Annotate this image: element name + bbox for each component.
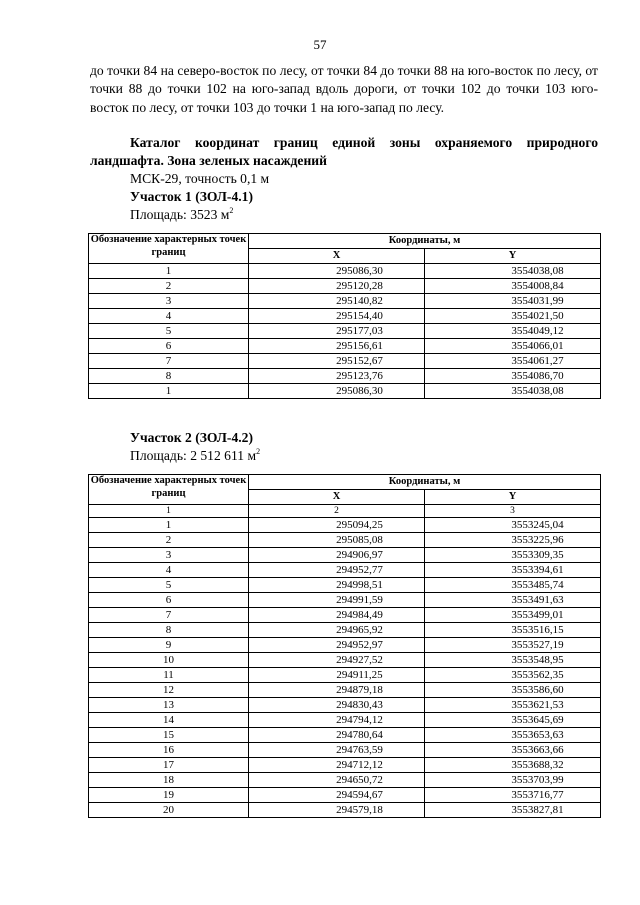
point-number-cell: 5 <box>89 578 249 593</box>
y-coordinate-cell: 3553716,77 <box>425 788 601 803</box>
x-coordinate-cell: 294579,18 <box>249 803 425 818</box>
y-coordinate-cell: 3554008,84 <box>425 279 601 294</box>
point-number-cell: 4 <box>89 309 249 324</box>
table-row <box>89 533 601 548</box>
y-coordinate-cell: 3553562,35 <box>425 668 601 683</box>
table-row <box>89 354 601 369</box>
plot2-title: Участок 2 (ЗОЛ-4.2) <box>130 430 253 445</box>
column-number: 1 <box>89 505 249 518</box>
point-number-cell: 10 <box>89 653 249 668</box>
table-row <box>89 758 601 773</box>
y-coordinate-cell: 3554038,08 <box>425 264 601 279</box>
table-row <box>89 548 601 563</box>
table-row <box>89 518 601 533</box>
plot2-coordinates-table <box>88 474 601 818</box>
column-number: 2 <box>249 505 425 518</box>
x-coordinate-cell: 294952,77 <box>249 563 425 578</box>
point-number-cell: 14 <box>89 713 249 728</box>
x-coordinate-cell: 295177,03 <box>249 324 425 339</box>
point-number-cell: 3 <box>89 294 249 309</box>
point-number-cell: 7 <box>89 608 249 623</box>
table-row <box>89 279 601 294</box>
x-coordinate-cell: 294927,52 <box>249 653 425 668</box>
table-row <box>89 623 601 638</box>
plot1-area <box>130 207 233 223</box>
table-row <box>89 309 601 324</box>
point-number-cell: 19 <box>89 788 249 803</box>
table-row <box>89 683 601 698</box>
x-coordinate-cell: 294984,49 <box>249 608 425 623</box>
table-row <box>89 578 601 593</box>
point-number-cell: 6 <box>89 593 249 608</box>
y-coordinate-cell: 3553225,96 <box>425 533 601 548</box>
x-coordinate-cell: 295120,28 <box>249 279 425 294</box>
x-coordinate-cell: 294998,51 <box>249 578 425 593</box>
x-coordinate-cell: 294965,92 <box>249 623 425 638</box>
point-number-cell: 8 <box>89 623 249 638</box>
table-row <box>89 369 601 384</box>
point-number-cell: 9 <box>89 638 249 653</box>
x-coordinate-cell: 294879,18 <box>249 683 425 698</box>
x-coordinate-cell: 295156,61 <box>249 339 425 354</box>
point-number-cell: 1 <box>89 264 249 279</box>
y-coordinate-cell: 3553548,95 <box>425 653 601 668</box>
y-coordinate-cell: 3553688,32 <box>425 758 601 773</box>
plot2-area-label: Площадь: 2 512 611 м <box>130 448 257 463</box>
y-coordinate-cell: 3553586,60 <box>425 683 601 698</box>
y-coordinate-cell: 3553703,99 <box>425 773 601 788</box>
point-number-cell: 3 <box>89 548 249 563</box>
point-designation-header: Обозначение характерных точек границ <box>89 234 249 264</box>
y-coordinate-cell: 3553653,63 <box>425 728 601 743</box>
plot1-coordinates-table <box>88 233 601 399</box>
point-designation-header: Обозначение характерных точек границ <box>89 475 249 505</box>
table-row <box>89 324 601 339</box>
point-number-cell: 1 <box>89 518 249 533</box>
y-coordinate-cell: 3554021,50 <box>425 309 601 324</box>
y-coordinate-cell: 3554086,70 <box>425 369 601 384</box>
x-header: X <box>249 490 425 505</box>
x-coordinate-cell: 294794,12 <box>249 713 425 728</box>
point-number-cell: 8 <box>89 369 249 384</box>
point-number-cell: 18 <box>89 773 249 788</box>
table-row <box>89 384 601 399</box>
x-coordinate-cell: 295154,40 <box>249 309 425 324</box>
table-row <box>89 788 601 803</box>
intro-paragraph: до точки 84 на северо-восток по лесу, от точки 84 до точки 88 на юго-восток по лесу, от точки 88 до точки 102 на юго-запад вдоль дороги, от точки 102 до точки 103 юго-восток по лесу, от точки 103 до точки 1 на юго-запад по лесу. <box>90 63 598 115</box>
point-number-cell: 7 <box>89 354 249 369</box>
x-coordinate-cell: 294712,12 <box>249 758 425 773</box>
x-coordinate-cell: 294763,59 <box>249 743 425 758</box>
point-number-cell: 2 <box>89 533 249 548</box>
y-coordinate-cell: 3553309,35 <box>425 548 601 563</box>
y-coordinate-cell: 3553645,69 <box>425 713 601 728</box>
x-coordinate-cell: 294952,97 <box>249 638 425 653</box>
point-number-cell: 17 <box>89 758 249 773</box>
x-coordinate-cell: 294991,59 <box>249 593 425 608</box>
table-row <box>89 713 601 728</box>
point-number-cell: 20 <box>89 803 249 818</box>
y-coordinate-cell: 3554049,12 <box>425 324 601 339</box>
x-coordinate-cell: 295123,76 <box>249 369 425 384</box>
table-row <box>89 264 601 279</box>
catalog-heading: Каталог координат границ единой зоны охраняемого природного ландшафта. Зона зеленых насаждений <box>90 135 598 169</box>
y-coordinate-cell: 3554038,08 <box>425 384 601 399</box>
plot1-table-body <box>89 264 601 399</box>
plot1-area-sup: 2 <box>229 206 234 215</box>
plot2-table-body <box>89 518 601 818</box>
point-number-cell: 16 <box>89 743 249 758</box>
y-coordinate-cell: 3553527,19 <box>425 638 601 653</box>
point-number-cell: 15 <box>89 728 249 743</box>
y-coordinate-cell: 3553485,74 <box>425 578 601 593</box>
y-coordinate-cell: 3553827,81 <box>425 803 601 818</box>
plot2-area-sup: 2 <box>256 447 261 456</box>
y-coordinate-cell: 3553499,01 <box>425 608 601 623</box>
plot2-area <box>130 448 260 464</box>
table-row <box>89 803 601 818</box>
point-number-cell: 1 <box>89 384 249 399</box>
y-coordinate-cell: 3554031,99 <box>425 294 601 309</box>
point-number-cell: 5 <box>89 324 249 339</box>
y-coordinate-cell: 3553621,53 <box>425 698 601 713</box>
point-number-cell: 6 <box>89 339 249 354</box>
table-row <box>89 593 601 608</box>
table-row <box>89 638 601 653</box>
x-coordinate-cell: 294911,25 <box>249 668 425 683</box>
y-coordinate-cell: 3553516,15 <box>425 623 601 638</box>
table-row <box>89 728 601 743</box>
plot1-title: Участок 1 (ЗОЛ-4.1) <box>130 189 253 204</box>
y-coordinate-cell: 3553394,61 <box>425 563 601 578</box>
x-coordinate-cell: 294594,67 <box>249 788 425 803</box>
table-row <box>89 339 601 354</box>
y-coordinate-cell: 3553245,04 <box>425 518 601 533</box>
table-row <box>89 668 601 683</box>
y-header: Y <box>425 249 601 264</box>
page-number: 57 <box>313 37 327 52</box>
y-coordinate-cell: 3553491,63 <box>425 593 601 608</box>
x-coordinate-cell: 295140,82 <box>249 294 425 309</box>
table-row <box>89 773 601 788</box>
y-coordinate-cell: 3554066,01 <box>425 339 601 354</box>
point-number-cell: 12 <box>89 683 249 698</box>
y-header: Y <box>425 490 601 505</box>
x-coordinate-cell: 295094,25 <box>249 518 425 533</box>
point-number-cell: 4 <box>89 563 249 578</box>
column-number: 3 <box>425 505 601 518</box>
table-row <box>89 653 601 668</box>
coordinates-header: Координаты, м <box>249 234 601 249</box>
x-coordinate-cell: 294830,43 <box>249 698 425 713</box>
y-coordinate-cell: 3554061,27 <box>425 354 601 369</box>
x-header: X <box>249 249 425 264</box>
point-number-cell: 13 <box>89 698 249 713</box>
table-row <box>89 608 601 623</box>
table-row <box>89 294 601 309</box>
point-number-cell: 11 <box>89 668 249 683</box>
y-coordinate-cell: 3553663,66 <box>425 743 601 758</box>
table-row <box>89 698 601 713</box>
x-coordinate-cell: 295152,67 <box>249 354 425 369</box>
x-coordinate-cell: 295086,30 <box>249 264 425 279</box>
coordinate-system: МСК-29, точность 0,1 м <box>130 171 270 186</box>
x-coordinate-cell: 294650,72 <box>249 773 425 788</box>
table-row <box>89 743 601 758</box>
x-coordinate-cell: 295085,08 <box>249 533 425 548</box>
x-coordinate-cell: 295086,30 <box>249 384 425 399</box>
x-coordinate-cell: 294906,97 <box>249 548 425 563</box>
coordinates-header: Координаты, м <box>249 475 601 490</box>
plot1-area-label: Площадь: 3523 м <box>130 207 230 222</box>
table-row <box>89 563 601 578</box>
x-coordinate-cell: 294780,64 <box>249 728 425 743</box>
point-number-cell: 2 <box>89 279 249 294</box>
